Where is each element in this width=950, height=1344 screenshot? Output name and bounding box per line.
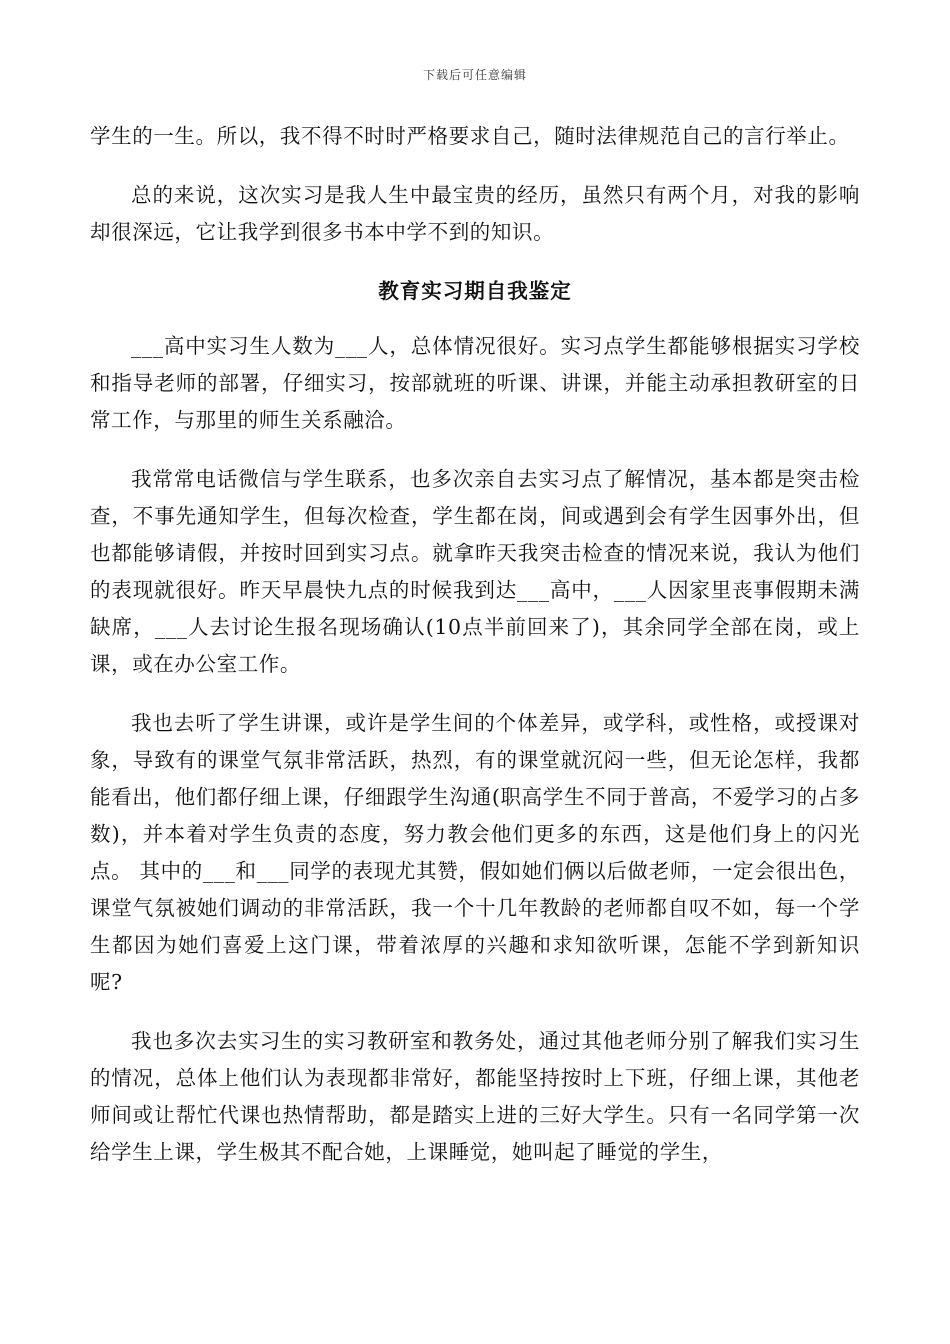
paragraph-inspection: 我常常电话微信与学生联系，也多次亲自去实习点了解情况，基本都是突击检查，不事先通知学生，但每次检查，学生都在岗，间或遇到会有学生因事外出，但也都能够请假，并按时回到实习点。就拿昨天我突击检查的情况来说，我认为他们的表现就很好。昨天早晨快九点的时候我到达___高中，___人因家里丧事假期未满缺席，___人去讨论生报名现场确认(10点半前回来了)，其余同学全部在岗，或上课，或在办公室工作。 — [90, 467, 860, 676]
paragraph-overview: ___高中实习生人数为___人，总体情况很好。实习点学生都能够根据实习学校和指导老师的部署，仔细实习，按部就班的听课、讲课，并能主动承担教研室的日常工作，与那里的师生关系融洽。 — [90, 334, 860, 432]
paragraph-lectures: 我也去听了学生讲课，或许是学生间的个体差异，或学科，或性格，或授课对象，导致有的课堂气氛非常活跃，热烈，有的课堂就沉闷一些，但无论怎样，我都能看出，他们都仔细上课，仔细跟学生沟通(职高学生不同于普高，不爱学习的占多数)，并本着对学生负责的态度，努力教会他们更多的东西，这是他们身上的闪光点。 其中的___和___同学的表现尤其赞，假如她们俩以后做老师，一定会很出色，课堂气氛被她们调动的非常活跃，我一个十几年教龄的老师都自叹不如，每一个学生都因为她们喜爱上这门课，带着浓厚的兴趣和求知欲听课，怎能不学到新知识呢? — [90, 711, 860, 994]
document-body — [90, 118, 860, 1193]
paragraph-summary: 总的来说，这次实习是我人生中最宝贵的经历，虽然只有两个月，对我的影响却很深远，它让我学到很多书本中学不到的知识。 — [90, 183, 860, 244]
section-title: 教育实习期自我鉴定 — [378, 279, 572, 303]
page-header: 下载后可任意编辑 — [422, 68, 527, 82]
paragraph-feedback: 我也多次去实习生的实习教研室和教务处，通过其他老师分别了解我们实习生的情况，总体上他们认为表现都非常好，都能坚持按时上下班，仔细上课，其他老师间或让帮忙代课也热情帮助，都是踏实上进的三好大学生。只有一名同学第一次给学生上课，学生极其不配合她，上课睡觉，她叫起了睡觉的学生， — [90, 1029, 860, 1164]
paragraph-continuation: 学生的一生。所以，我不得不时时严格要求自己，随时法律规范自己的言行举止。 — [90, 124, 850, 148]
